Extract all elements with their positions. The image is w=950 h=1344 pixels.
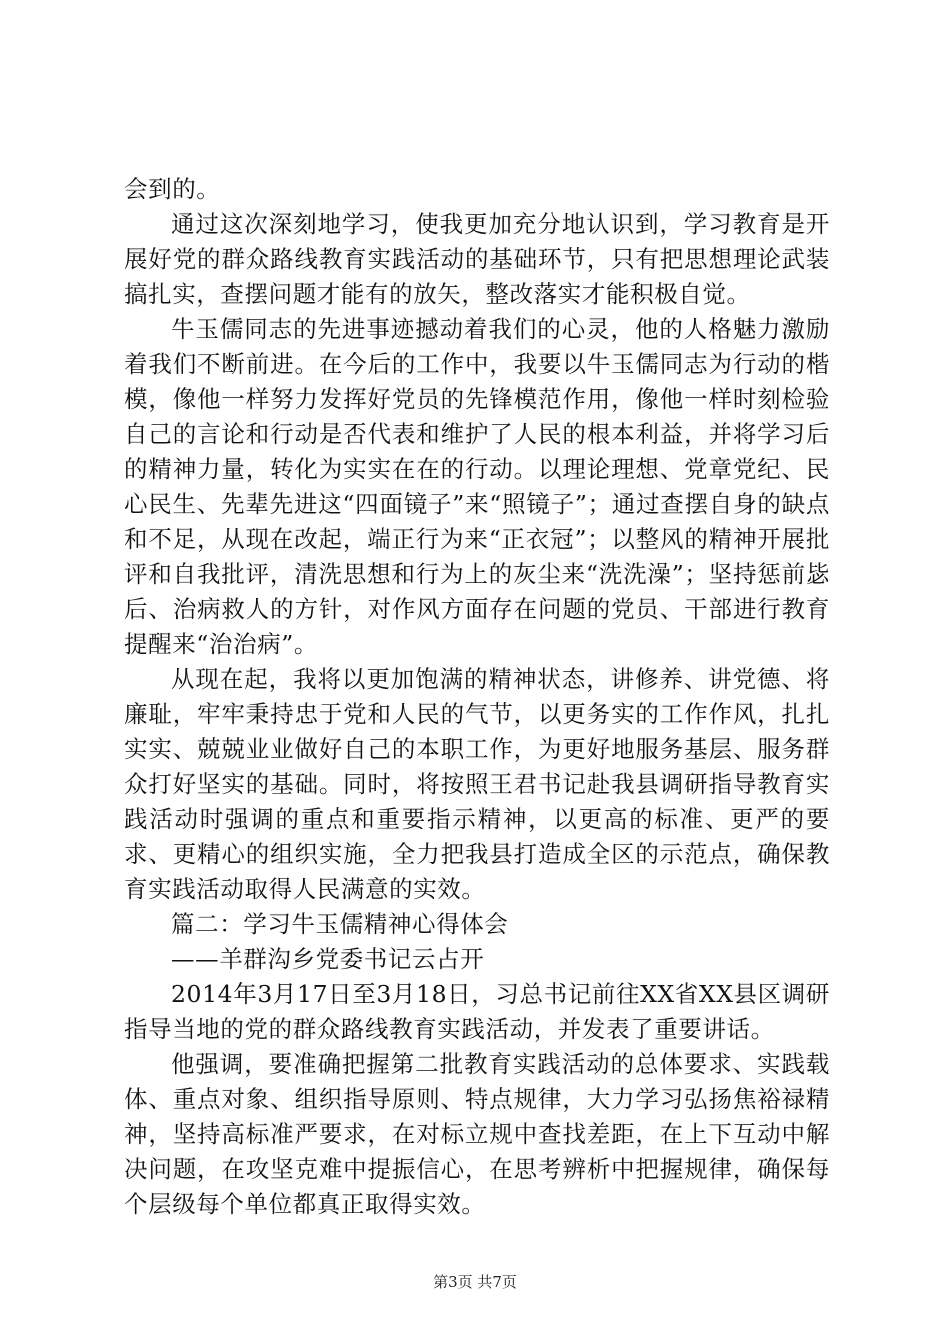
section-heading: 篇二：学习牛玉儒精神心得体会 bbox=[171, 910, 509, 938]
paragraph-he-emphasized: 他强调，要准确把握第二批教育实践活动的总体要求、实践载体、重点对象、组织指导原则、特点规律，大力学习弘扬焦裕禄精神，坚持高标准严要求，在对标立规中查找差距，在上下互动中解决问题，在攻坚克难中提振信心，在思考辨析中把握规律，确保每个层级每个单位都真正取得实效。 bbox=[124, 1050, 830, 1218]
paragraph-learning-education: 通过这次深刻地学习，使我更加充分地认识到，学习教育是开展好党的群众路线教育实践活动的基础环节，只有把思想理论武装搞扎实，查摆问题才能有的放矢，整改落实才能积极自觉。 bbox=[124, 210, 830, 308]
paragraph-from-now-on: 从现在起，我将以更加饱满的精神状态，讲修养、讲党德、将廉耻，牢牢秉持忠于党和人民的气节，以更务实的工作作风，扎扎实实、兢兢业业做好自己的本职工作，为更好地服务基层、服务群众打好坚实的基础。同时，将按照王君书记赴我县调研指导教育实践活动时强调的重点和重要指示精神，以更高的标准、更严的要求、更精心的组织实施，全力把我县打造成全区的示范点，确保教育实践活动取得人民满意的实效。 bbox=[124, 665, 830, 903]
document-body bbox=[124, 172, 830, 1222]
paragraph-continuation: 会到的。 bbox=[124, 175, 221, 203]
section-author: ——羊群沟乡党委书记云占开 bbox=[171, 945, 485, 973]
paragraph-date-visit: 2014年3月17日至3月18日，习总书记前往XX省XX县区调研指导当地的党的群众路线教育实践活动，并发表了重要讲话。 bbox=[124, 980, 830, 1043]
paragraph-niu-yuru-example: 牛玉儒同志的先进事迹撼动着我们的心灵，他的人格魅力激励着我们不断前进。在今后的工作中，我要以牛玉儒同志为行动的楷模，像他一样努力发挥好党员的先锋模范作用，像他一样时刻检验自己的言论和行动是否代表和维护了人民的根本利益，并将学习后的精神力量，转化为实实在在的行动。以理论理想、党章党纪、民心民生、先辈先进这“四面镜子”来“照镜子”；通过查摆自身的缺点和不足，从现在改起，端正行为来“正衣冠”；以整风的精神开展批评和自我批评，清洗思想和行为上的灰尘来“洗洗澡”；坚持惩前毖后、治病救人的方针，对作风方面存在问题的党员、干部进行教育提醒来“治治病”。 bbox=[124, 315, 830, 658]
page-number-footer: 第3页 共7页 bbox=[433, 1273, 517, 1291]
